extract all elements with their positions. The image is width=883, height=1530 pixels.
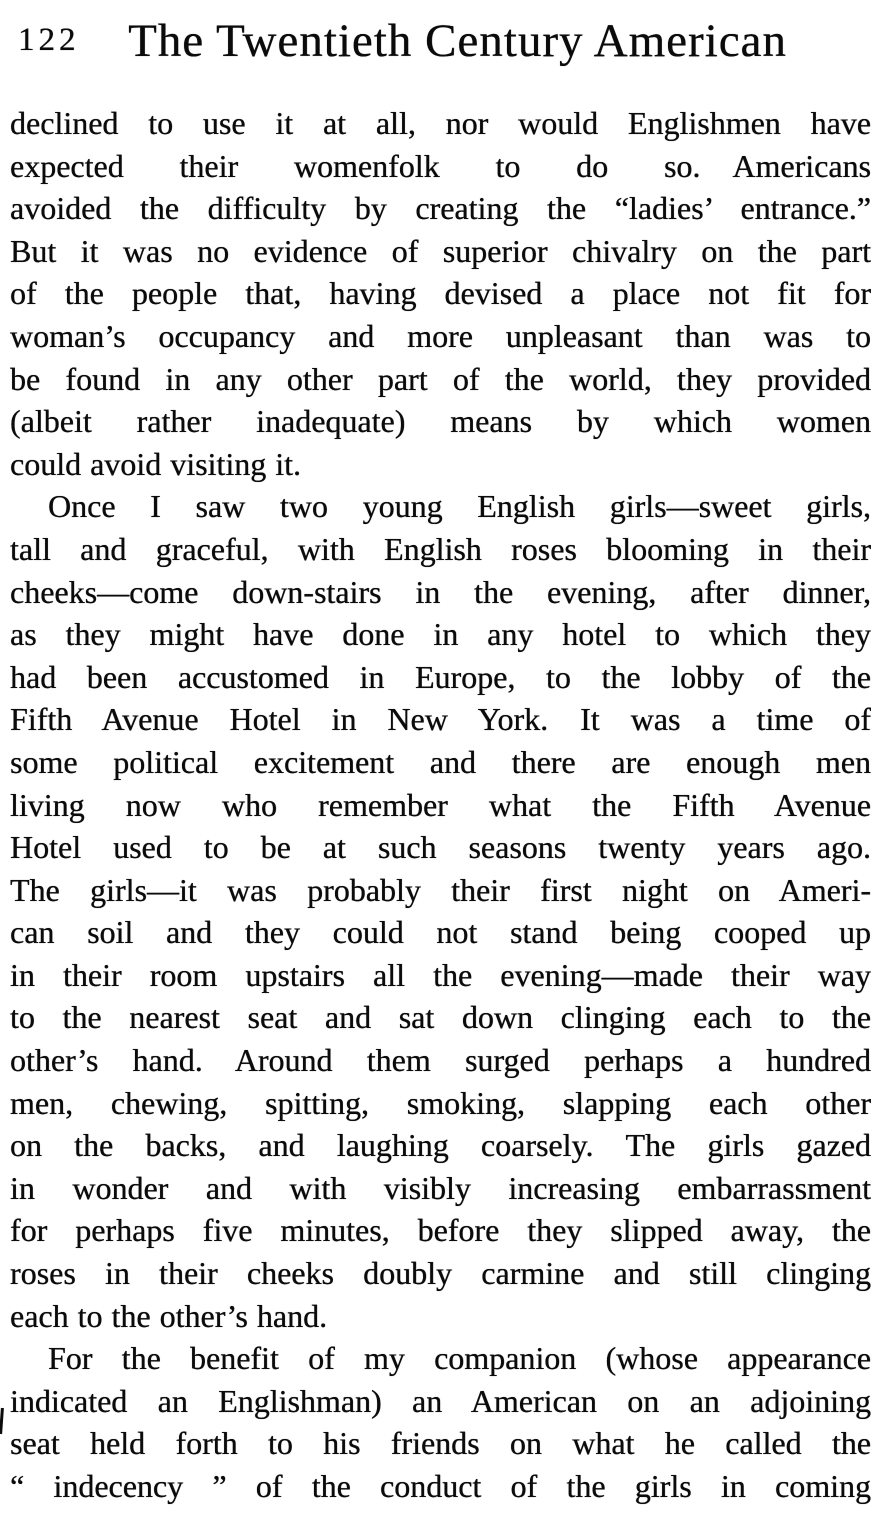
text-line: men, chewing, spitting, smoking, slapping each other <box>10 1084 871 1121</box>
text-line: as they might have done in any hotel to which they <box>10 616 871 653</box>
page-header <box>0 0 883 74</box>
text-line: could avoid visiting it. <box>10 445 301 482</box>
text-line: be found in any other part of the world, they provided <box>10 360 871 397</box>
text-line: other’s hand. Around them surged perhaps a hundred <box>10 1042 871 1079</box>
text-line: tall and graceful, with English roses blooming in their <box>10 530 871 567</box>
text-line: Fifth Avenue Hotel in New York. It was a time of <box>10 701 871 738</box>
text-line: can soil and they could not stand being cooped up <box>10 914 871 951</box>
text-line: of the people that, having devised a place not fit for <box>10 275 871 312</box>
text-line: Once I saw two young English girls—sweet girls, <box>48 488 871 525</box>
page-number: 122 <box>18 22 80 58</box>
text-line: (albeit rather inadequate) means by which women <box>10 403 871 440</box>
text-line: “ indecency ” of the conduct of the girls in coming <box>10 1468 871 1504</box>
text-line: for perhaps five minutes, before they slipped away, the <box>10 1212 871 1249</box>
text-line: roses in their cheeks doubly carmine and still clinging <box>10 1255 871 1292</box>
running-title: The Twentieth Century American <box>128 15 787 67</box>
text-line: in wonder and with visibly increasing embarrassment <box>10 1169 871 1206</box>
text-line: expected their womenfolk to do so. Americans <box>10 147 871 184</box>
text-line: But it was no evidence of superior chivalry on the part <box>10 232 871 269</box>
paragraph <box>10 1337 871 1507</box>
text-line: to the nearest seat and sat down clinging each to the <box>10 999 871 1036</box>
paragraph <box>10 102 871 485</box>
text-line: For the benefit of my companion (whose appearance <box>48 1340 871 1377</box>
text-line: living now who remember what the Fifth Avenue <box>10 786 871 823</box>
text-line: in their room upstairs all the evening—made their way <box>10 956 871 993</box>
text-line: indicated an Englishman) an American on an adjoining <box>10 1382 871 1419</box>
text-line: cheeks—come down-stairs in the evening, after dinner, <box>10 573 871 610</box>
text-line: The girls—it was probably their first night on Ameri- <box>10 871 871 908</box>
text-line: woman’s occupancy and more unpleasant than was to <box>10 317 871 354</box>
text-line: had been accustomed in Europe, to the lobby of the <box>10 658 871 695</box>
page-body <box>0 102 883 1508</box>
paragraph <box>10 485 871 1337</box>
text-line: on the backs, and laughing coarsely. The girls gazed <box>10 1127 871 1164</box>
text-line: avoided the difficulty by creating the “ladies’ entrance.” <box>10 190 871 227</box>
text-line: declined to use it at all, nor would Englishmen have <box>10 105 871 141</box>
text-line: each to the other’s hand. <box>10 1297 328 1334</box>
text-line: Hotel used to be at such seasons twenty years ago. <box>10 829 871 866</box>
text-line: seat held forth to his friends on what he called the <box>10 1425 871 1462</box>
text-line: some political excitement and there are enough men <box>10 743 871 780</box>
